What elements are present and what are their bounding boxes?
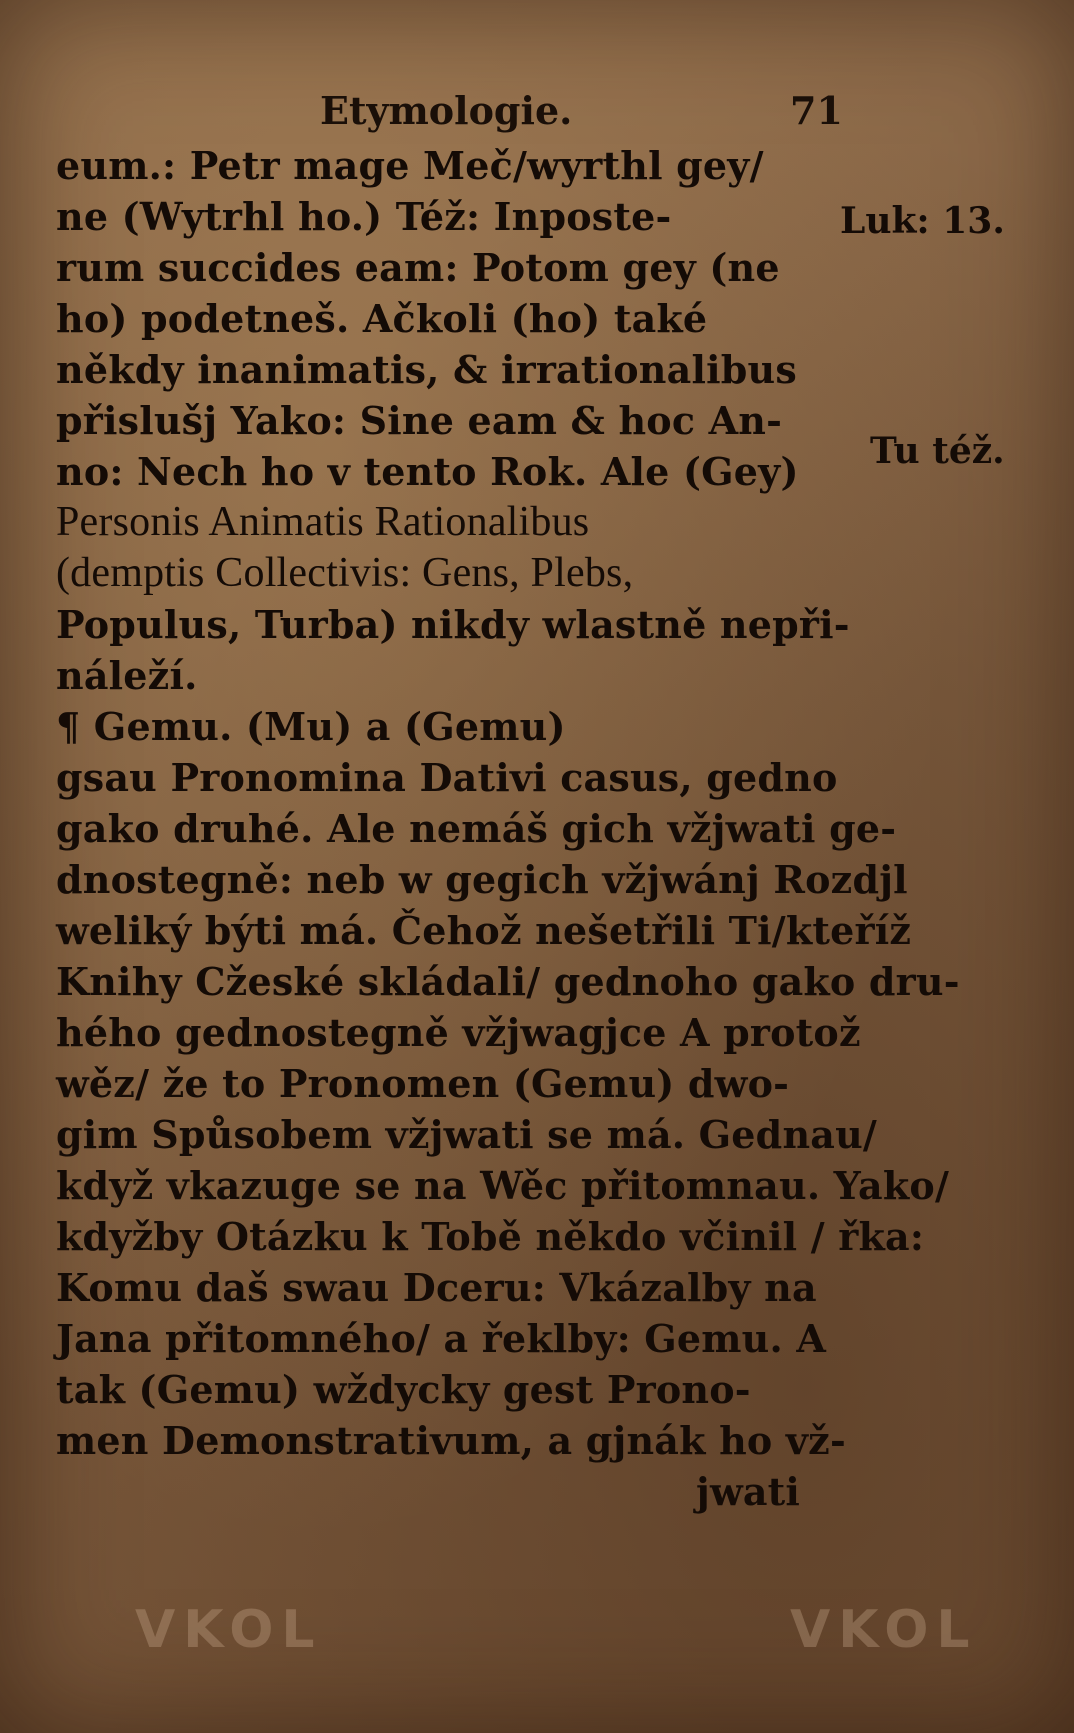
margin-note-reference: Luk: 13. — [840, 200, 1005, 242]
text-line: Jana přitomného/ a řeklby: Gemu. A — [56, 1316, 827, 1361]
library-watermark: VKOL — [135, 1600, 323, 1660]
text-line: tak (Gemu) wždycky gest Prono- — [56, 1367, 751, 1412]
text-line: když vkazuge se na Wěc přitomnau. Yako/ — [56, 1163, 950, 1208]
text-line: Personis Animatis Rationalibus — [56, 499, 590, 545]
margin-note: Tu též. — [870, 430, 1005, 472]
text-line: hého gednostegně vžjwagjce A protož — [56, 1010, 861, 1055]
text-line: jwati — [696, 1469, 801, 1514]
running-head: Etymologie. — [320, 88, 573, 133]
page-number: 71 — [790, 88, 843, 133]
text-line: přislušj Yako: Sine eam & hoc An- — [56, 398, 783, 443]
text-line: kdyžby Otázku k Tobě někdo včinil / řka: — [56, 1214, 925, 1259]
text-line: rum succides eam: Potom gey (ne — [56, 245, 780, 290]
library-watermark: VKOL — [790, 1600, 978, 1660]
text-line: gako druhé. Ale nemáš gich vžjwati ge- — [56, 806, 897, 851]
text-line: ¶ Gemu. (Mu) a (Gemu) — [56, 704, 566, 749]
text-line: někdy inanimatis, & irrationalibus — [56, 347, 797, 392]
text-line: gsau Pronomina Dativi casus, gedno — [56, 755, 838, 800]
text-line: weliký býti má. Čehož nešetřili Ti/kteříž — [56, 908, 912, 953]
text-line: wěz/ že to Pronomen (Gemu) dwo- — [56, 1061, 790, 1106]
text-line: gim Spůsobem vžjwati se má. Gednau/ — [56, 1112, 878, 1157]
text-line: no: Nech ho v tento Rok. Ale (Gey) — [56, 449, 799, 494]
text-line: náleží. — [56, 653, 198, 698]
text-line: Knihy Cžeské skládali/ gednoho gako dru- — [56, 959, 960, 1004]
page-header — [320, 88, 843, 148]
text-line: (demptis Collectivis: Gens, Plebs, — [56, 550, 634, 596]
text-line: Komu daš swau Dceru: Vkázalby na — [56, 1265, 817, 1310]
text-line: dnostegně: neb w gegich vžjwánj Rozdjl — [56, 857, 908, 902]
text-line: eum.: Petr mage Meč/wyrthl gey/ — [56, 143, 764, 188]
text-line: Populus, Turba) nikdy wlastně nepři- — [56, 602, 850, 647]
text-line: men Demonstrativum, a gjnák ho vž- — [56, 1418, 846, 1463]
text-line: ho) podetneš. Ačkoli (ho) také — [56, 296, 708, 341]
text-line: ne (Wytrhl ho.) Též: Inposte- — [56, 194, 672, 239]
